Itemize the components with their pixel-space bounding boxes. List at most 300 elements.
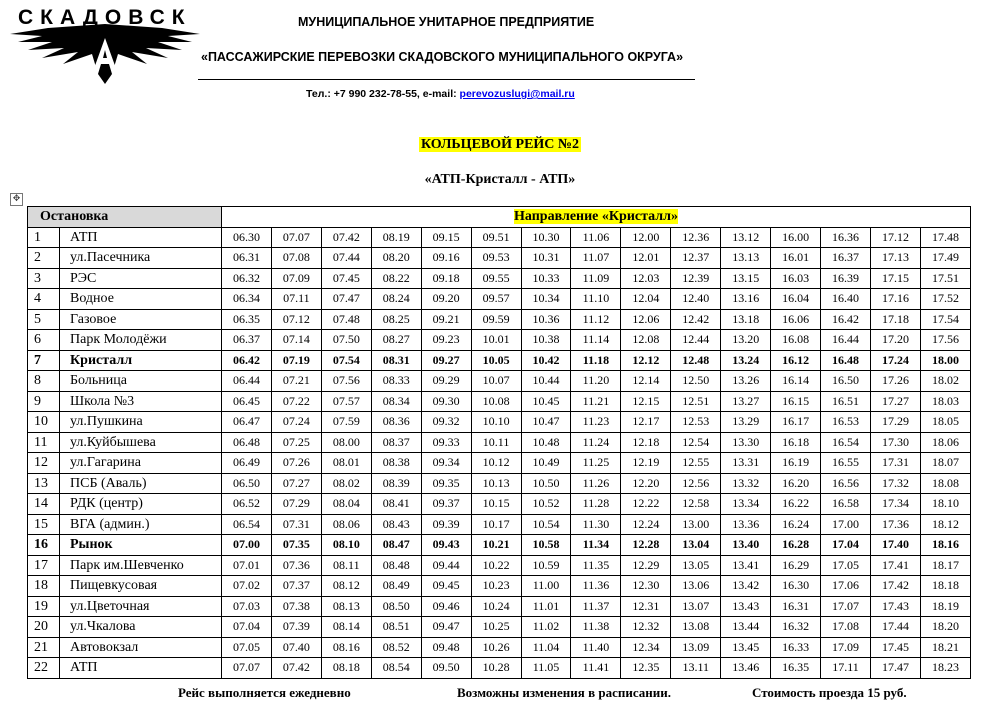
- departure-time: 13.13: [721, 248, 771, 269]
- row-number: 19: [28, 596, 60, 617]
- departure-time: 12.20: [621, 473, 671, 494]
- departure-time: 06.45: [222, 391, 272, 412]
- stop-name: ул.Чкалова: [60, 617, 222, 638]
- departure-time: 10.05: [471, 350, 521, 371]
- departure-time: 08.11: [321, 555, 371, 576]
- departure-time: 08.36: [371, 412, 421, 433]
- table-row: [28, 473, 971, 494]
- departure-time: 17.09: [821, 637, 871, 658]
- departure-time: 17.40: [871, 535, 921, 556]
- departure-time: 09.23: [421, 330, 471, 351]
- departure-time: 06.35: [222, 309, 272, 330]
- departure-time: 06.47: [222, 412, 272, 433]
- route-title: КОЛЬЦЕВОЙ РЕЙС №2: [421, 137, 579, 152]
- departure-time: 09.44: [421, 555, 471, 576]
- row-number: 14: [28, 494, 60, 515]
- departure-time: 07.38: [271, 596, 321, 617]
- departure-time: 18.03: [920, 391, 970, 412]
- departure-time: 07.24: [271, 412, 321, 433]
- stop-name: Водное: [60, 289, 222, 310]
- departure-time: 06.48: [222, 432, 272, 453]
- table-row: [28, 371, 971, 392]
- departure-time: 10.13: [471, 473, 521, 494]
- departure-time: 17.11: [821, 658, 871, 679]
- departure-time: 17.15: [871, 268, 921, 289]
- stop-name: ул.Пушкина: [60, 412, 222, 433]
- departure-time: 07.40: [271, 637, 321, 658]
- departure-time: 16.37: [821, 248, 871, 269]
- departure-time: 13.04: [671, 535, 721, 556]
- departure-time: 08.51: [371, 617, 421, 638]
- departure-time: 11.34: [571, 535, 621, 556]
- departure-time: 10.33: [521, 268, 571, 289]
- departure-time: 16.12: [771, 350, 821, 371]
- departure-time: 08.02: [321, 473, 371, 494]
- stop-name: ВГА (админ.): [60, 514, 222, 535]
- departure-time: 12.18: [621, 432, 671, 453]
- departure-time: 11.05: [521, 658, 571, 679]
- departure-time: 13.18: [721, 309, 771, 330]
- row-number: 5: [28, 309, 60, 330]
- departure-time: 08.13: [321, 596, 371, 617]
- departure-time: 18.00: [920, 350, 970, 371]
- org-line-1: МУНИЦИПАЛЬНОЕ УНИТАРНОЕ ПРЕДПРИЯТИЕ: [298, 15, 595, 29]
- departure-time: 09.46: [421, 596, 471, 617]
- departure-time: 09.18: [421, 268, 471, 289]
- departure-time: 11.06: [571, 227, 621, 248]
- table-row: [28, 453, 971, 474]
- departure-time: 10.24: [471, 596, 521, 617]
- departure-time: 18.23: [920, 658, 970, 679]
- departure-time: 11.00: [521, 576, 571, 597]
- departure-time: 16.06: [771, 309, 821, 330]
- departure-time: 09.57: [471, 289, 521, 310]
- departure-time: 16.08: [771, 330, 821, 351]
- departure-time: 10.52: [521, 494, 571, 515]
- departure-time: 11.36: [571, 576, 621, 597]
- row-number: 1: [28, 227, 60, 248]
- departure-time: 11.04: [521, 637, 571, 658]
- table-header-row: [28, 207, 971, 228]
- departure-time: 07.22: [271, 391, 321, 412]
- departure-time: 17.52: [920, 289, 970, 310]
- stop-name: РЭС: [60, 268, 222, 289]
- departure-time: 07.37: [271, 576, 321, 597]
- departure-time: 16.19: [771, 453, 821, 474]
- departure-time: 09.50: [421, 658, 471, 679]
- departure-time: 07.29: [271, 494, 321, 515]
- departure-time: 10.12: [471, 453, 521, 474]
- departure-time: 12.22: [621, 494, 671, 515]
- departure-time: 17.56: [920, 330, 970, 351]
- departure-time: 10.10: [471, 412, 521, 433]
- departure-time: 13.15: [721, 268, 771, 289]
- departure-time: 09.53: [471, 248, 521, 269]
- departure-time: 16.51: [821, 391, 871, 412]
- departure-time: 16.31: [771, 596, 821, 617]
- departure-time: 10.26: [471, 637, 521, 658]
- row-number: 18: [28, 576, 60, 597]
- departure-time: 11.14: [571, 330, 621, 351]
- footer-changes: Возможны изменения в расписании.: [457, 685, 671, 700]
- email-link[interactable]: perevozuslugi@mail.ru: [459, 88, 575, 100]
- departure-time: 12.15: [621, 391, 671, 412]
- departure-time: 12.35: [621, 658, 671, 679]
- departure-time: 06.52: [222, 494, 272, 515]
- table-row: [28, 432, 971, 453]
- departure-time: 17.24: [871, 350, 921, 371]
- departure-time: 18.20: [920, 617, 970, 638]
- stop-name: Кристалл: [60, 350, 222, 371]
- departure-time: 07.12: [271, 309, 321, 330]
- departure-time: 06.49: [222, 453, 272, 474]
- stop-name: Парк им.Шевченко: [60, 555, 222, 576]
- departure-time: 08.43: [371, 514, 421, 535]
- departure-time: 16.03: [771, 268, 821, 289]
- departure-time: 18.08: [920, 473, 970, 494]
- departure-time: 09.45: [421, 576, 471, 597]
- departure-time: 12.29: [621, 555, 671, 576]
- departure-time: 18.02: [920, 371, 970, 392]
- departure-time: 16.35: [771, 658, 821, 679]
- departure-time: 17.27: [871, 391, 921, 412]
- departure-time: 17.48: [920, 227, 970, 248]
- departure-time: 11.23: [571, 412, 621, 433]
- departure-time: 16.18: [771, 432, 821, 453]
- departure-time: 16.56: [821, 473, 871, 494]
- departure-time: 10.22: [471, 555, 521, 576]
- departure-time: 09.47: [421, 617, 471, 638]
- departure-time: 07.00: [222, 535, 272, 556]
- departure-time: 18.16: [920, 535, 970, 556]
- departure-time: 16.01: [771, 248, 821, 269]
- departure-time: 07.27: [271, 473, 321, 494]
- route-subtitle: «АТП-Кристалл - АТП»: [424, 172, 576, 187]
- departure-time: 17.04: [821, 535, 871, 556]
- stop-name: Газовое: [60, 309, 222, 330]
- departure-time: 07.11: [271, 289, 321, 310]
- departure-time: 13.34: [721, 494, 771, 515]
- departure-time: 16.14: [771, 371, 821, 392]
- stop-name: ул.Куйбышева: [60, 432, 222, 453]
- departure-time: 17.20: [871, 330, 921, 351]
- departure-time: 07.57: [321, 391, 371, 412]
- departure-time: 07.35: [271, 535, 321, 556]
- departure-time: 17.00: [821, 514, 871, 535]
- departure-time: 08.47: [371, 535, 421, 556]
- departure-time: 12.14: [621, 371, 671, 392]
- departure-time: 09.39: [421, 514, 471, 535]
- departure-time: 12.51: [671, 391, 721, 412]
- row-number: 20: [28, 617, 60, 638]
- departure-time: 07.02: [222, 576, 272, 597]
- departure-time: 10.31: [521, 248, 571, 269]
- departure-time: 10.08: [471, 391, 521, 412]
- row-number: 22: [28, 658, 60, 679]
- departure-time: 07.42: [321, 227, 371, 248]
- departure-time: 17.34: [871, 494, 921, 515]
- departure-time: 09.15: [421, 227, 471, 248]
- departure-time: 17.26: [871, 371, 921, 392]
- departure-time: 16.17: [771, 412, 821, 433]
- departure-time: 07.09: [271, 268, 321, 289]
- stop-name: АТП: [60, 227, 222, 248]
- departure-time: 07.26: [271, 453, 321, 474]
- stop-name: Школа №3: [60, 391, 222, 412]
- departure-time: 12.08: [621, 330, 671, 351]
- departure-time: 12.32: [621, 617, 671, 638]
- departure-time: 17.07: [821, 596, 871, 617]
- departure-time: 16.54: [821, 432, 871, 453]
- departure-time: 11.28: [571, 494, 621, 515]
- departure-time: 09.51: [471, 227, 521, 248]
- departure-time: 07.14: [271, 330, 321, 351]
- header-divider: [198, 79, 695, 80]
- row-number: 13: [28, 473, 60, 494]
- departure-time: 11.10: [571, 289, 621, 310]
- departure-time: 16.20: [771, 473, 821, 494]
- departure-time: 12.58: [671, 494, 721, 515]
- departure-time: 10.45: [521, 391, 571, 412]
- departure-time: 06.50: [222, 473, 272, 494]
- departure-time: 06.37: [222, 330, 272, 351]
- departure-time: 09.48: [421, 637, 471, 658]
- departure-time: 08.41: [371, 494, 421, 515]
- departure-time: 11.09: [571, 268, 621, 289]
- departure-time: 07.47: [321, 289, 371, 310]
- departure-time: 13.07: [671, 596, 721, 617]
- departure-time: 13.42: [721, 576, 771, 597]
- departure-time: 10.42: [521, 350, 571, 371]
- departure-time: 16.00: [771, 227, 821, 248]
- departure-time: 10.17: [471, 514, 521, 535]
- departure-time: 12.48: [671, 350, 721, 371]
- departure-time: 07.07: [222, 658, 272, 679]
- table-row: [28, 289, 971, 310]
- contact-line: [306, 88, 575, 100]
- row-number: 12: [28, 453, 60, 474]
- departure-time: 08.10: [321, 535, 371, 556]
- table-row: [28, 227, 971, 248]
- departure-time: 10.01: [471, 330, 521, 351]
- departure-time: 13.36: [721, 514, 771, 535]
- departure-time: 16.39: [821, 268, 871, 289]
- departure-time: 08.20: [371, 248, 421, 269]
- company-logo: [8, 4, 203, 90]
- departure-time: 12.36: [671, 227, 721, 248]
- departure-time: 07.59: [321, 412, 371, 433]
- departure-time: 11.24: [571, 432, 621, 453]
- departure-time: 07.07: [271, 227, 321, 248]
- departure-time: 12.19: [621, 453, 671, 474]
- departure-time: 13.16: [721, 289, 771, 310]
- departure-time: 10.50: [521, 473, 571, 494]
- departure-time: 07.21: [271, 371, 321, 392]
- departure-time: 11.26: [571, 473, 621, 494]
- table-row: [28, 658, 971, 679]
- departure-time: 18.10: [920, 494, 970, 515]
- table-row: [28, 514, 971, 535]
- departure-time: 17.41: [871, 555, 921, 576]
- departure-time: 12.12: [621, 350, 671, 371]
- departure-time: 17.51: [920, 268, 970, 289]
- stop-name: Больница: [60, 371, 222, 392]
- departure-time: 07.50: [321, 330, 371, 351]
- departure-time: 12.54: [671, 432, 721, 453]
- table-row: [28, 596, 971, 617]
- departure-time: 09.16: [421, 248, 471, 269]
- departure-time: 07.04: [222, 617, 272, 638]
- departure-time: 12.34: [621, 637, 671, 658]
- departure-time: 13.41: [721, 555, 771, 576]
- table-row: [28, 309, 971, 330]
- departure-time: 09.59: [471, 309, 521, 330]
- departure-time: 09.27: [421, 350, 471, 371]
- departure-time: 13.45: [721, 637, 771, 658]
- departure-time: 12.04: [621, 289, 671, 310]
- departure-time: 08.04: [321, 494, 371, 515]
- table-move-handle-icon[interactable]: ✥: [10, 193, 23, 206]
- table-row: [28, 637, 971, 658]
- departure-time: 08.34: [371, 391, 421, 412]
- departure-time: 08.16: [321, 637, 371, 658]
- table-row: [28, 248, 971, 269]
- departure-time: 06.30: [222, 227, 272, 248]
- departure-time: 17.05: [821, 555, 871, 576]
- logo-text: СКАДОВСК: [18, 6, 192, 29]
- departure-time: 08.49: [371, 576, 421, 597]
- departure-time: 17.42: [871, 576, 921, 597]
- departure-time: 07.48: [321, 309, 371, 330]
- direction-column-header: Направление «Кристалл»: [222, 207, 971, 228]
- departure-time: 09.30: [421, 391, 471, 412]
- departure-time: 12.37: [671, 248, 721, 269]
- departure-time: 13.11: [671, 658, 721, 679]
- departure-time: 10.23: [471, 576, 521, 597]
- departure-time: 11.21: [571, 391, 621, 412]
- departure-time: 09.33: [421, 432, 471, 453]
- departure-time: 13.32: [721, 473, 771, 494]
- table-row: [28, 391, 971, 412]
- departure-time: 16.29: [771, 555, 821, 576]
- departure-time: 11.25: [571, 453, 621, 474]
- schedule-table: [27, 206, 971, 679]
- departure-time: 08.37: [371, 432, 421, 453]
- departure-time: 10.49: [521, 453, 571, 474]
- departure-time: 08.48: [371, 555, 421, 576]
- departure-time: 13.00: [671, 514, 721, 535]
- departure-time: 18.21: [920, 637, 970, 658]
- departure-time: 08.24: [371, 289, 421, 310]
- departure-time: 12.40: [671, 289, 721, 310]
- departure-time: 12.50: [671, 371, 721, 392]
- departure-time: 13.43: [721, 596, 771, 617]
- departure-time: 17.13: [871, 248, 921, 269]
- departure-time: 13.46: [721, 658, 771, 679]
- departure-time: 16.28: [771, 535, 821, 556]
- departure-time: 17.29: [871, 412, 921, 433]
- departure-time: 10.21: [471, 535, 521, 556]
- departure-time: 10.54: [521, 514, 571, 535]
- departure-time: 09.20: [421, 289, 471, 310]
- departure-time: 10.28: [471, 658, 521, 679]
- departure-time: 16.33: [771, 637, 821, 658]
- departure-time: 08.22: [371, 268, 421, 289]
- row-number: 16: [28, 535, 60, 556]
- departure-time: 12.30: [621, 576, 671, 597]
- departure-time: 10.58: [521, 535, 571, 556]
- departure-time: 16.04: [771, 289, 821, 310]
- departure-time: 13.06: [671, 576, 721, 597]
- departure-time: 07.56: [321, 371, 371, 392]
- departure-time: 06.42: [222, 350, 272, 371]
- departure-time: 07.36: [271, 555, 321, 576]
- table-row: [28, 576, 971, 597]
- departure-time: 10.48: [521, 432, 571, 453]
- departure-time: 07.54: [321, 350, 371, 371]
- departure-time: 08.50: [371, 596, 421, 617]
- departure-time: 17.16: [871, 289, 921, 310]
- departure-time: 12.00: [621, 227, 671, 248]
- departure-time: 16.32: [771, 617, 821, 638]
- departure-time: 18.17: [920, 555, 970, 576]
- phone-text: Тел.: +7 990 232-78-55, e-mail:: [306, 88, 460, 100]
- departure-time: 09.37: [421, 494, 471, 515]
- departure-time: 08.00: [321, 432, 371, 453]
- departure-time: 13.30: [721, 432, 771, 453]
- org-line-2: «ПАССАЖИРСКИЕ ПЕРЕВОЗКИ СКАДОВСКОГО МУНИЦИПАЛЬНОГО ОКРУГА»: [201, 50, 684, 64]
- departure-time: 18.19: [920, 596, 970, 617]
- departure-time: 16.42: [821, 309, 871, 330]
- departure-time: 13.12: [721, 227, 771, 248]
- departure-time: 16.55: [821, 453, 871, 474]
- departure-time: 16.22: [771, 494, 821, 515]
- table-row: [28, 555, 971, 576]
- departure-time: 17.32: [871, 473, 921, 494]
- departure-time: 08.31: [371, 350, 421, 371]
- table-row: [28, 350, 971, 371]
- departure-time: 08.19: [371, 227, 421, 248]
- departure-time: 17.47: [871, 658, 921, 679]
- departure-time: 08.01: [321, 453, 371, 474]
- departure-time: 08.33: [371, 371, 421, 392]
- departure-time: 11.30: [571, 514, 621, 535]
- departure-time: 13.31: [721, 453, 771, 474]
- departure-time: 18.12: [920, 514, 970, 535]
- departure-time: 09.43: [421, 535, 471, 556]
- departure-time: 12.31: [621, 596, 671, 617]
- departure-time: 12.24: [621, 514, 671, 535]
- departure-time: 16.24: [771, 514, 821, 535]
- departure-time: 09.29: [421, 371, 471, 392]
- row-number: 3: [28, 268, 60, 289]
- departure-time: 11.18: [571, 350, 621, 371]
- departure-time: 16.50: [821, 371, 871, 392]
- table-row: [28, 617, 971, 638]
- row-number: 7: [28, 350, 60, 371]
- departure-time: 16.40: [821, 289, 871, 310]
- departure-time: 09.34: [421, 453, 471, 474]
- stop-name: АТП: [60, 658, 222, 679]
- departure-time: 12.28: [621, 535, 671, 556]
- stop-name: ул.Цветочная: [60, 596, 222, 617]
- row-number: 9: [28, 391, 60, 412]
- departure-time: 12.01: [621, 248, 671, 269]
- departure-time: 17.54: [920, 309, 970, 330]
- departure-time: 10.11: [471, 432, 521, 453]
- departure-time: 11.07: [571, 248, 621, 269]
- departure-time: 17.06: [821, 576, 871, 597]
